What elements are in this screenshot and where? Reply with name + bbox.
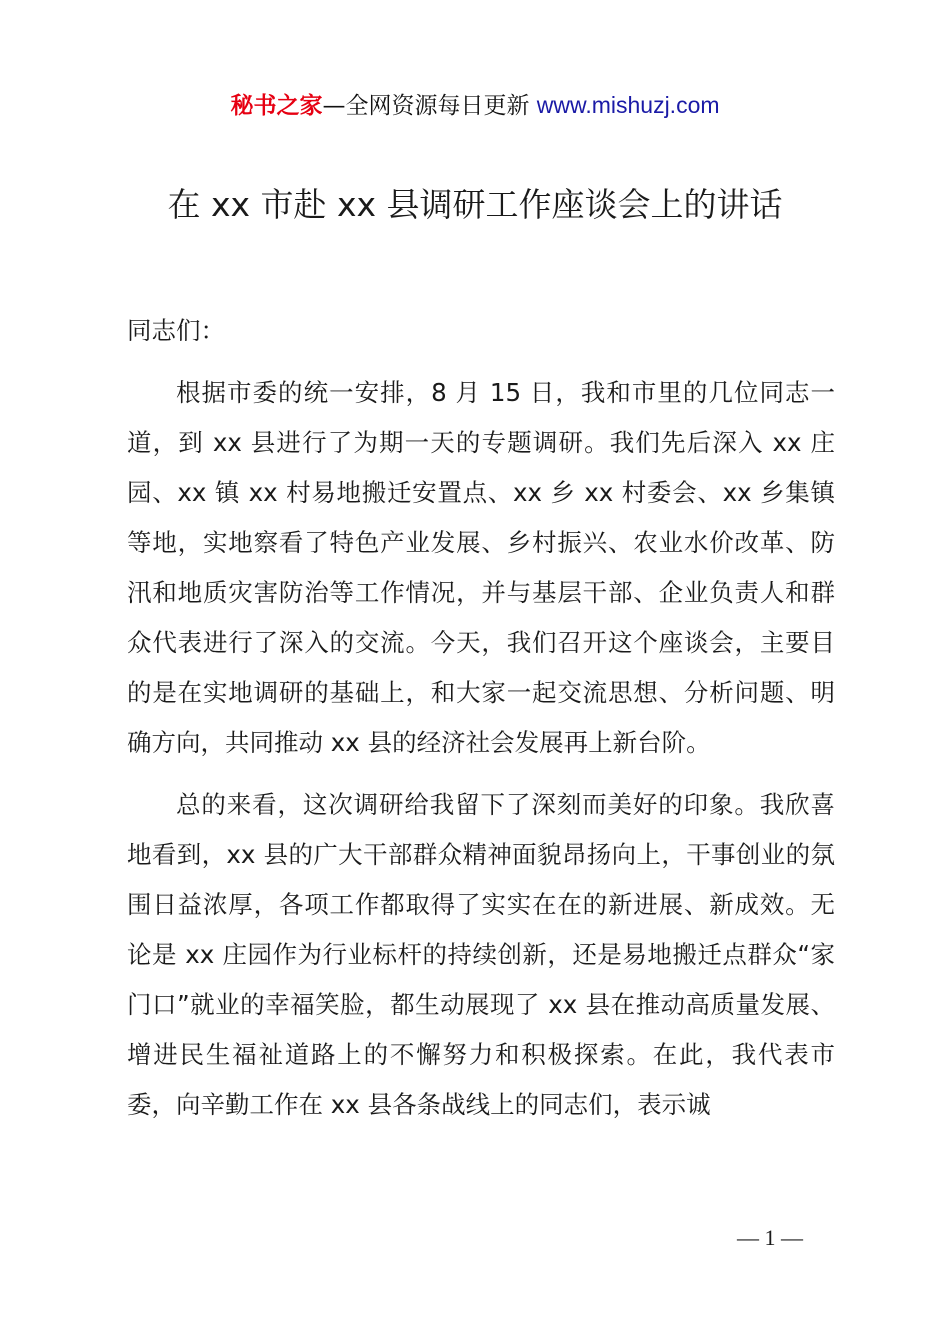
header-tagline: —全网资源每日更新: [322, 93, 537, 119]
site-header: [0, 88, 950, 123]
page-number: — 1 —: [737, 1225, 803, 1250]
salutation: 同志们：: [127, 316, 225, 345]
document-body: [127, 306, 835, 1142]
site-url[interactable]: www.mishuzj.com: [536, 92, 720, 118]
paragraph-2: 总的来看，这次调研给我留下了深刻而美好的印象。我欣喜地看到，xx 县的广大干部群众精神面貌昂扬向上，干事创业的氛围日益浓厚，各项工作都取得了实实在在的新进展、新成效。无论是 xx 庄园作为行业标杆的持续创新，还是易地搬迁点群众“家门口”就业的幸福笑脸，都生动展现了 xx 县在推动高质量发展、增进民生福祉道路上的不懈努力和积极探索。在此，我代表市委，向辛勤工作在 xx 县各条战线上的同志们，表示诚: [127, 790, 835, 1119]
paragraph-1: 根据市委的统一安排，8 月 15 日，我和市里的几位同志一道，到 xx 县进行了为期一天的专题调研。我们先后深入 xx 庄园、xx 镇 xx 村易地搬迁安置点、xx 乡 xx 村委会、xx 乡集镇等地，实地察看了特色产业发展、乡村振兴、农业水价改革、防汛和地质灾害防治等工作情况，并与基层干部、企业负责人和群众代表进行了深入的交流。今天，我们召开这个座谈会，主要目的是在实地调研的基础上，和大家一起交流思想、分析问题、明确方向，共同推动 xx 县的经济社会发展再上新台阶。: [127, 378, 835, 757]
document-title: 在 xx 市赴 xx 县调研工作座谈会上的讲话: [167, 185, 783, 224]
brand-name: 秘书之家: [230, 93, 323, 119]
